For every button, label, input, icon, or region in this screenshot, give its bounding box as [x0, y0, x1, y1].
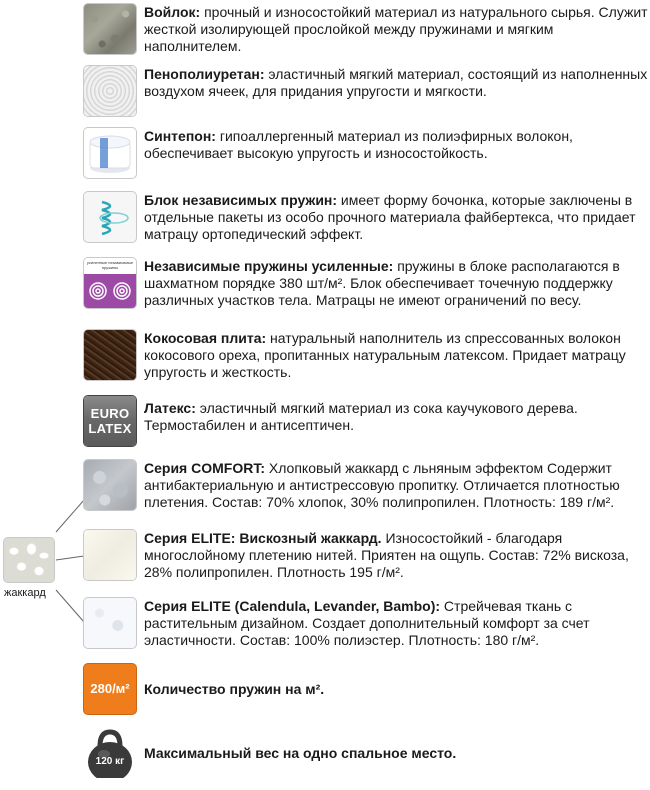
material-desc: имеет форму бочонка, которые заключены в отдельные пакеты из особо прочного материала файбертекса, что придает матрацу ортопедический эффект. [144, 192, 636, 242]
material-desc: натуральный наполнитель из спрессованных волокон кокосового ореха, пропитанных натуральным латексом. Придает матрацу упругость и жесткость. [144, 330, 626, 380]
material-text [144, 330, 650, 381]
material-name: Серия ELITE (Calendula, Levander, Bambo): [144, 598, 441, 614]
material-name: Войлок: [144, 4, 201, 20]
material-desc: пружины в блоке располагаются в шахматном порядке 380 шт/м². Блок обеспечивает точечную поддержку различных участков тела. Матрацы не имеют ограничений по весу. [144, 258, 620, 308]
material-text [144, 460, 650, 511]
euro-latex-icon [84, 396, 136, 446]
spring-icon [84, 192, 136, 242]
jacquard-fabric-icon [4, 538, 54, 582]
material-name: Кокосовая плита: [144, 330, 267, 346]
material-text [144, 400, 650, 434]
spring-count-badge: 280/м² [90, 681, 130, 696]
material-desc: Стрейчевая ткань с растительным дизайном. Создает дополнительный комфорт за счет эластичности. Состав: 100% полиэстер. Плотность: 180 г/м². [144, 598, 590, 648]
material-name: Синтепон: [144, 128, 216, 144]
material-name: Латекс: [144, 400, 196, 416]
material-name: Блок независимых пружин: [144, 192, 338, 208]
material-desc: эластичный мягкий материал, состоящий из наполненных воздухом ячеек, для придания упругости и мягкости. [144, 66, 648, 99]
material-text [144, 598, 650, 649]
material-name: Максимальный вес на одно спальное место. [144, 745, 457, 761]
material-name: Пенополиуретан: [144, 66, 265, 82]
comfort-fabric-icon [84, 460, 136, 510]
kettlebell-icon [84, 728, 136, 778]
material-text [144, 530, 650, 581]
foam-texture-icon [84, 66, 136, 116]
material-name: Независимые пружины усиленные: [144, 258, 394, 274]
material-name: Серия COMFORT: [144, 460, 265, 476]
coconut-texture-icon [84, 330, 136, 380]
material-name: Количество пружин на м². [144, 681, 325, 697]
elite-fabric-icon [84, 530, 136, 580]
jacquard-label: жаккард [4, 587, 46, 599]
material-text [144, 4, 650, 55]
material-text [144, 681, 650, 698]
material-text [144, 258, 650, 309]
material-name: Серия ELITE: Вискозный жаккард. [144, 530, 382, 546]
euro-latex-badge: EURO LATEX [88, 406, 132, 436]
material-text [144, 192, 650, 243]
synthetic-roll-icon [84, 128, 136, 178]
felt-texture-icon [84, 4, 136, 54]
elite-floral-fabric-icon [84, 598, 136, 648]
material-text [144, 745, 650, 762]
material-text [144, 128, 650, 162]
material-desc: Износостойкий - благодаря многослойному плетению нитей. Приятен на ощупь. Состав: 72% вискоза, 28% полипропилен. Плотность 195 г/м². [144, 530, 629, 580]
spring-count-icon [84, 664, 136, 714]
material-desc: Хлопковый жаккард с льняным эффектом Содержит антибактериальную и антистрессовую пропитку. Отличается плотностью плетения. Состав: 70% хлопок, 30% полипропилен. Плотность: 189 г/м². [144, 460, 620, 510]
icon-caption: усиленные независимые пружины [86, 260, 134, 270]
material-desc: гипоаллергенный материал из полиэфирных волокон, обеспечивает высокую упругость и износостойкость. [144, 128, 573, 161]
material-text [144, 66, 650, 100]
material-desc: эластичный мягкий материал из сока каучукового дерева. Термостабилен и антисептичен. [144, 400, 578, 433]
kettlebell-badge: 120 кг [95, 756, 125, 767]
material-desc: прочный и износостойкий материал из натурального сырья. Служит жесткой изолирующей прослойкой между пружинами и мягким наполнителем. [144, 4, 648, 54]
reinforced-springs-icon [84, 258, 136, 308]
